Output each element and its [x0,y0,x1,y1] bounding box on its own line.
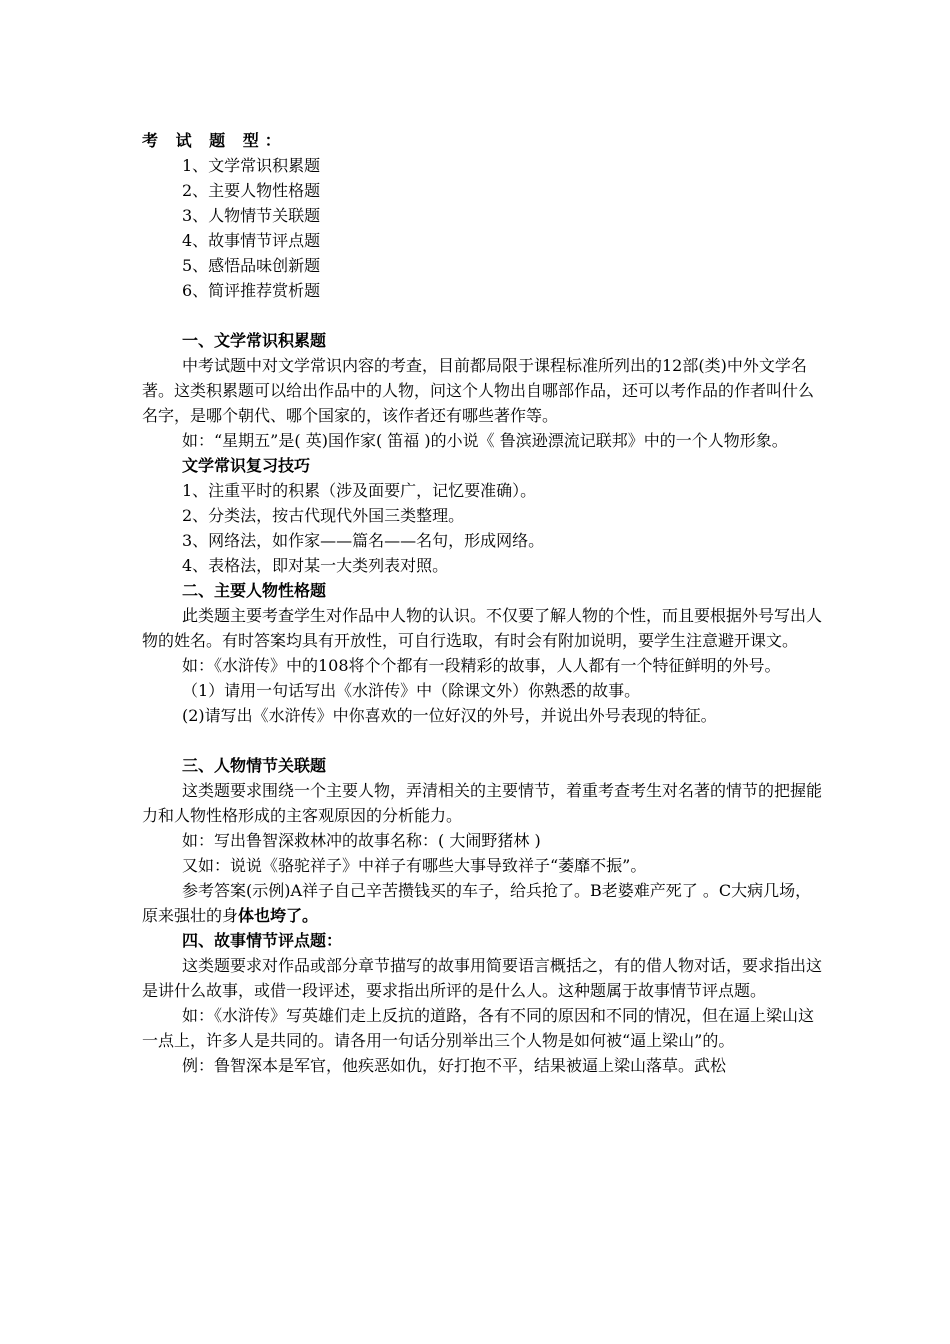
example-prefix: 如：写出鲁智深救林冲的故事名称：( [182,831,445,850]
section-3-title: 三、人物情节关联题 [182,756,327,775]
answer-text: 参考答案(示例)A祥子自己辛苦攒钱买的车子，给兵抢了。B老婆难产死了 。C大病几场，原来强壮的身 [142,881,812,925]
example-country: 英 [300,431,322,450]
review-tip: 1、注重平时的积累（涉及面要广，记忆要准确）。 [182,481,537,500]
section-2-question-2: (2)请写出《水浒传》中你喜欢的一位好汉的外号，并说出外号表现的特征。 [182,706,717,725]
section-2-paragraph: 此类题主要考查学生对作品中人物的认识。不仅要了解人物的个性，而且要根据外号写出人物的姓名。有时答案均具有开放性，可自行选取，有时会有附加说明，要学生注意避开课文。 [142,606,823,650]
exam-type-item: 1、文学常识积累题 [182,156,321,175]
section-2-title: 二、主要人物性格题 [182,581,327,600]
section-3-paragraph: 这类题要求围绕一个主要人物，弄清相关的主要情节，着重考查考生对名著的情节的把握能力和人物性格形成的主客观原因的分析能力。 [142,781,823,825]
spacer [142,303,822,328]
section-3-example-2: 又如：说说《骆驼祥子》中祥子有哪些大事导致祥子“萎靡不振”。 [182,856,647,875]
section-3-example-1 [142,828,822,853]
exam-types-heading: 考 试 题 型： [142,131,287,150]
exam-type-item: 5、感悟品味创新题 [182,256,321,275]
example-answer: 大闹野猪林 [444,831,535,850]
example-mid: )国作家( [321,431,383,450]
exam-type-item: 2、主要人物性格题 [182,181,321,200]
example-suffix: 》中的一个人物形象。 [627,431,788,450]
example-prefix: 如：“星期五”是( [182,431,301,450]
section-4-example: 如：《水浒传》写英雄们走上反抗的道路，各有不同的原因和不同的情况，但在逼上梁山这一点上，许多人是共同的。请各用一句话分别举出三个人物是如何被“逼上梁山”的。 [142,1006,815,1050]
section-1-example [142,428,822,453]
exam-type-item: 6、简评推荐赏析题 [182,281,321,300]
example-suffix: ) [534,831,541,850]
review-tip: 3、网络法，如作家——篇名——名句，形成网络。 [182,531,545,550]
section-4-paragraph: 这类题要求对作品或部分章节描写的故事用简要语言概括之，有的借人物对话，要求指出这是讲什么故事，或借一段评述，要求指出所评的是什么人。这种题属于故事情节评点题。 [142,956,823,1000]
section-1-paragraph: 中考试题中对文学常识内容的考查，目前都局限于课程标准所列出的12部(类)中外文学名著。这类积累题可以给出作品中的人物，问这个人物出自哪部作品，还可以考作品的作者叫什么名字，是哪个朝代、哪个国家的，该作者还有哪些著作等。 [142,356,815,425]
spacer [142,728,822,753]
section-4-sample-answer: 例：鲁智深本是军官，他疾恶如仇，好打抱不平，结果被逼上梁山落草。武松 [182,1056,727,1075]
exam-type-item: 4、故事情节评点题 [182,231,321,250]
review-tip: 4、表格法，即对某一大类列表对照。 [182,556,449,575]
section-4-title: 四、故事情节评点题： [182,931,343,950]
section-3-reference-answer [142,878,822,928]
answer-bold-text: 体也垮了。 [238,906,319,925]
section-2-example: 如：《水浒传》中的108将个个都有一段精彩的故事，人人都有一个特征鲜明的外号。 [182,656,781,675]
example-book: 鲁滨逊漂流记联邦 [494,431,628,450]
review-tips-title: 文学常识复习技巧 [182,456,311,475]
example-mid: )的小说《 [424,431,495,450]
section-2-question-1: （1）请用一句话写出《水浒传》中（除课文外）你熟悉的故事。 [182,681,641,700]
document-body [142,128,822,1078]
section-1-title: 一、文学常识积累题 [182,331,327,350]
exam-type-item: 3、人物情节关联题 [182,206,321,225]
review-tip: 2、分类法，按古代现代外国三类整理。 [182,506,465,525]
example-author: 笛福 [382,431,425,450]
